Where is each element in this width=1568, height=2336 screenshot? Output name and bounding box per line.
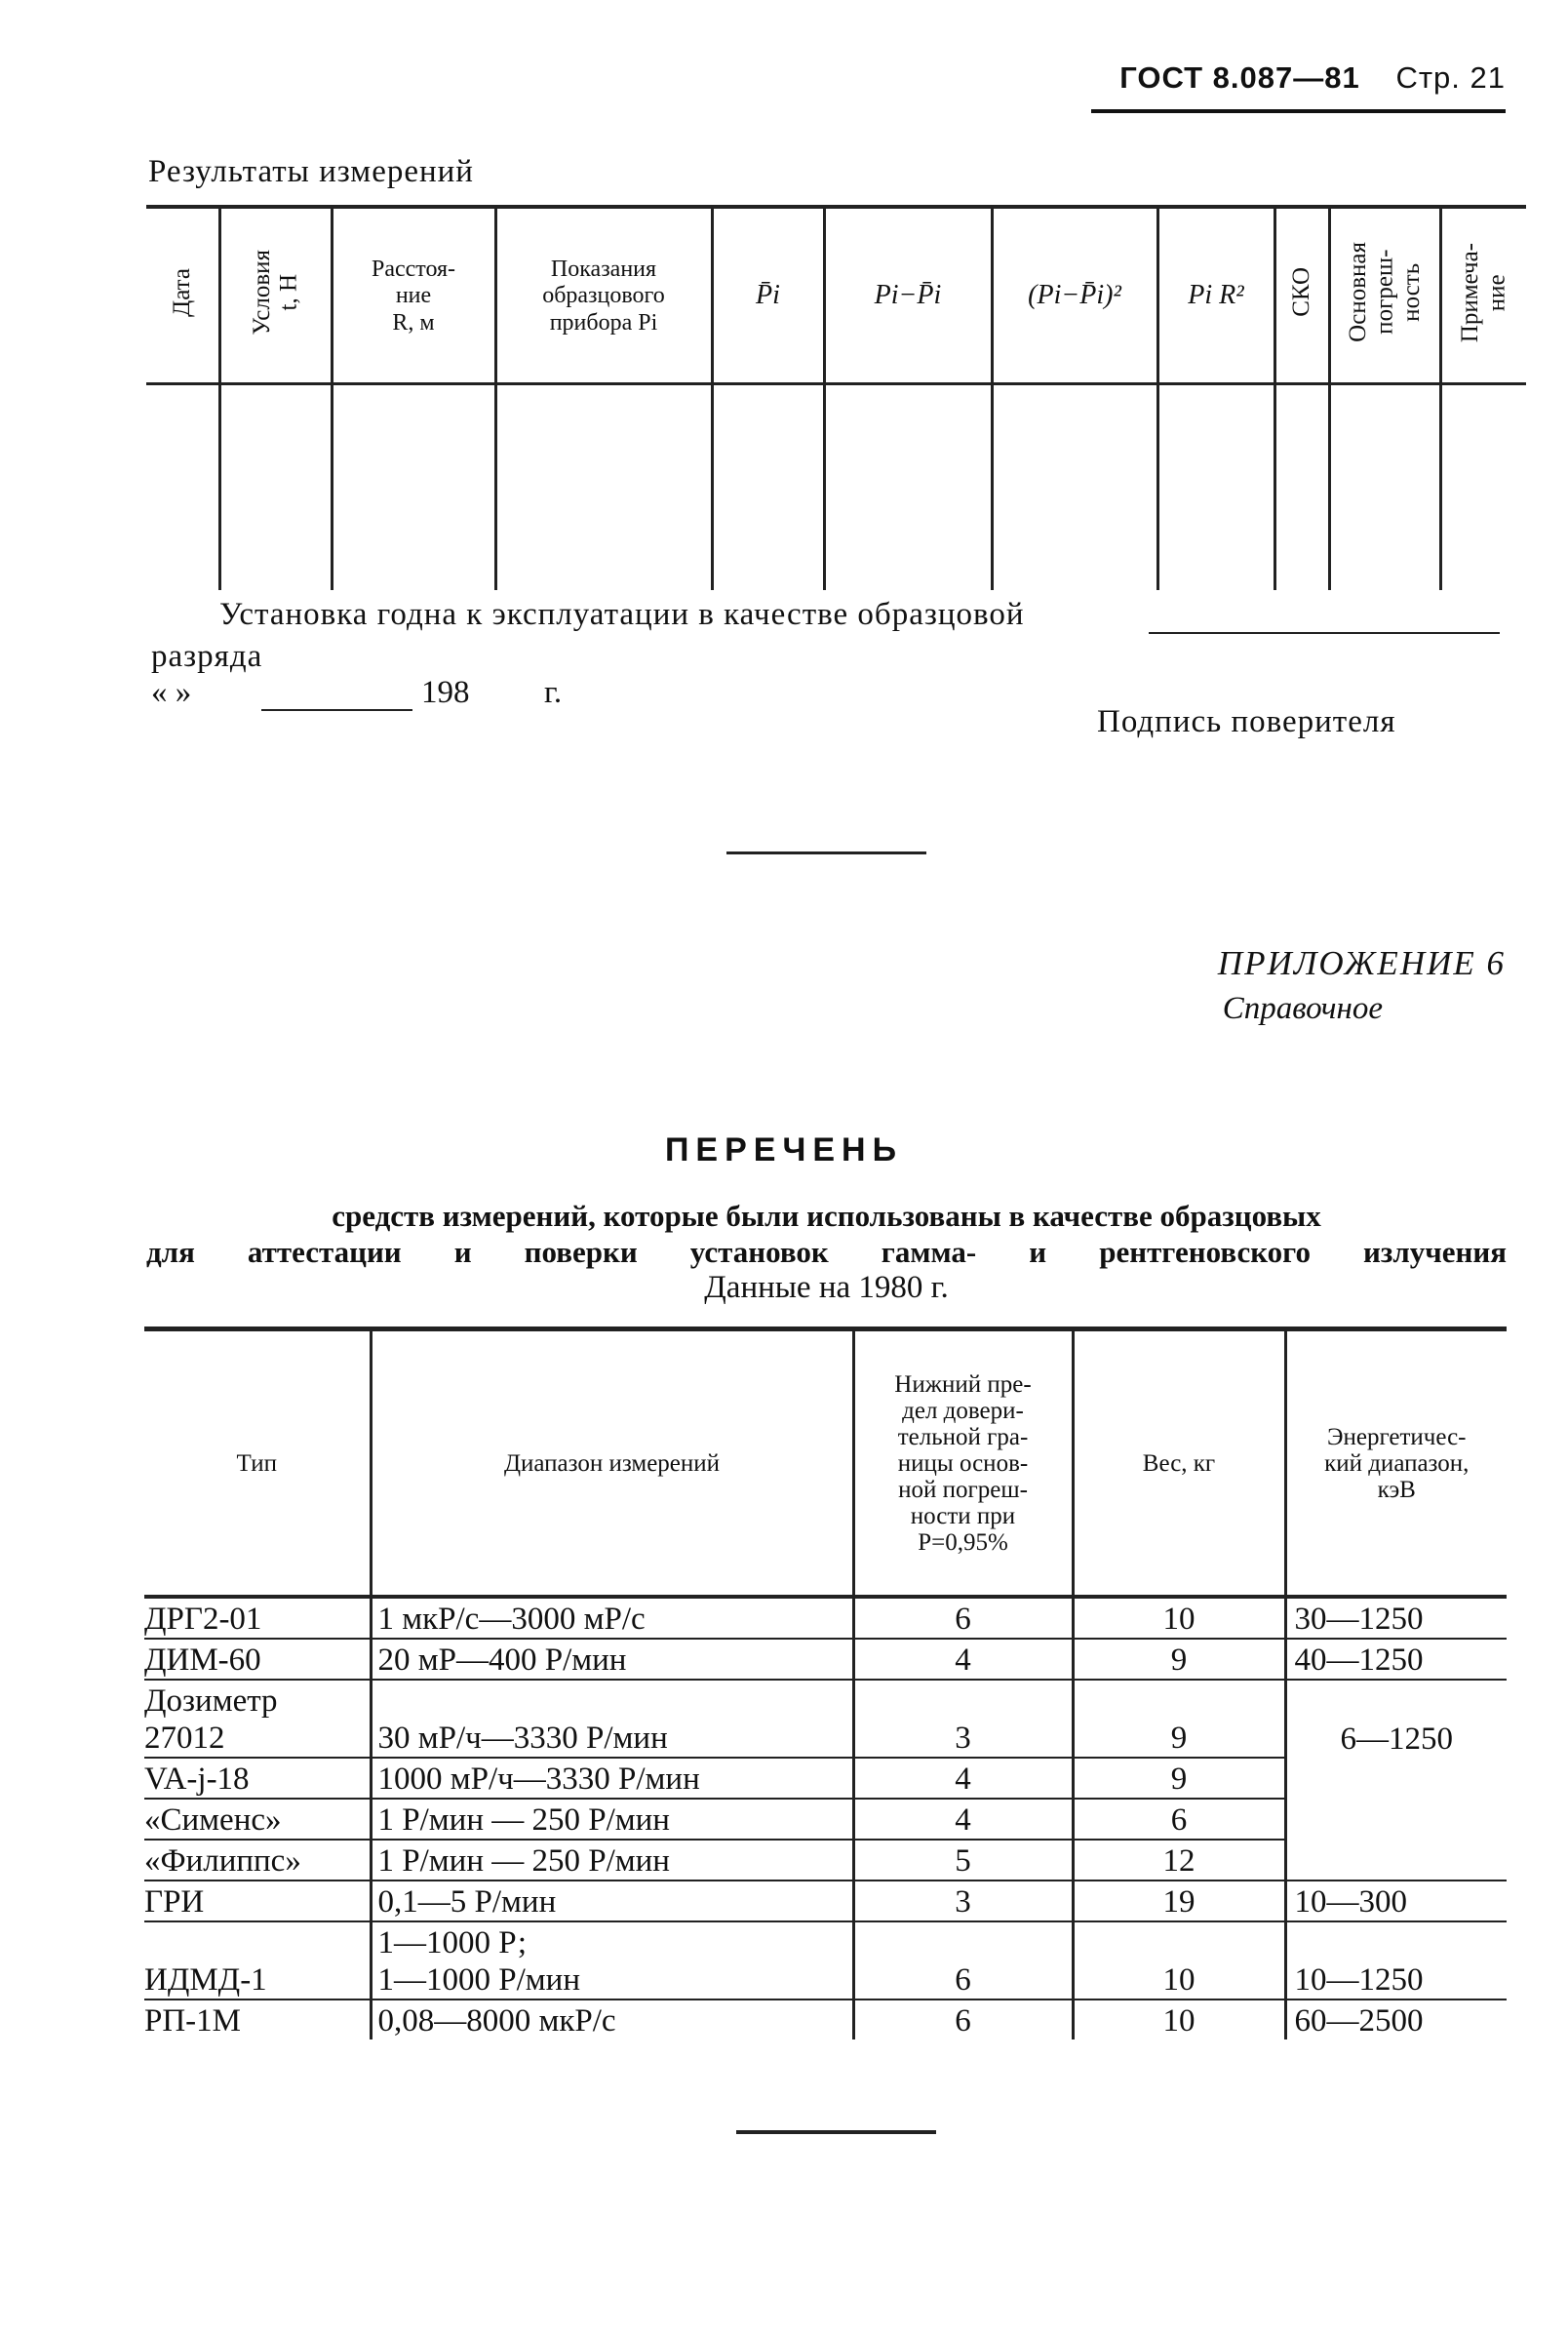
col-deviation: Pi−P̄i: [824, 207, 992, 384]
row-type: ГРИ: [144, 1881, 371, 1921]
col-sko: СКО: [1274, 207, 1329, 384]
results-empty-row: [146, 384, 1526, 591]
date-year: 198: [421, 675, 470, 710]
list-title: ПЕРЕЧЕНЬ: [664, 1131, 904, 1168]
row-range: 0,08—8000 мкР/с: [371, 1999, 853, 2039]
results-header-row: [146, 207, 1526, 384]
row-error: 5: [853, 1840, 1073, 1881]
col-mean: P̄i: [712, 207, 824, 384]
col-range: Диапазон измерений: [371, 1329, 853, 1598]
subtitle-line-2: для аттестации и поверки установок гамма- и рентгеновского излучения: [146, 1235, 1507, 1269]
row-energy: 30—1250: [1285, 1597, 1507, 1639]
table-row: [144, 1639, 1507, 1680]
table-row: [144, 1999, 1507, 2039]
row-error: 3: [853, 1881, 1073, 1921]
row-type: «Сименс»: [144, 1799, 371, 1840]
row-range: 1—1000 Р; 1—1000 Р/мин: [371, 1921, 853, 1999]
col-date: Дата: [169, 267, 195, 317]
row-type: РП-1М: [144, 2003, 242, 2039]
date-blank: [261, 709, 412, 711]
row-energy: 40—1250: [1285, 1639, 1507, 1680]
row-weight: 10: [1073, 1597, 1285, 1639]
row-weight: 12: [1073, 1840, 1285, 1881]
row-type: Дозиметр 27012: [144, 1680, 371, 1758]
col-note: Примеча- ние: [1440, 207, 1526, 384]
row-energy: 10—300: [1285, 1881, 1507, 1921]
row-energy: 60—2500: [1285, 1999, 1507, 2039]
col-squared: (Pi−P̄i)²: [992, 207, 1157, 384]
row-range: 30 мР/ч—3330 Р/мин: [371, 1680, 853, 1758]
row-type: VA-j-18: [144, 1758, 371, 1799]
row-type: «Филиппс»: [144, 1840, 371, 1881]
instruments-table: [144, 1326, 1507, 2039]
col-weight: Вес, кг: [1073, 1329, 1285, 1598]
row-range: 20 мР—400 Р/мин: [371, 1639, 853, 1680]
row-weight: 9: [1073, 1680, 1285, 1758]
row-weight: 9: [1073, 1758, 1285, 1799]
col-energy: Энергетичес- кий диапазон, кэВ: [1285, 1329, 1507, 1598]
row-weight: 19: [1073, 1881, 1285, 1921]
row-weight: 6: [1073, 1799, 1285, 1840]
results-table: [146, 205, 1526, 590]
row-energy: 6—1250: [1285, 1680, 1507, 1758]
results-title: Результаты измерений: [148, 154, 474, 189]
col-distance: Расстоя- ние R, м: [332, 207, 495, 384]
row-error: 6: [853, 1597, 1073, 1639]
row-error: 6: [853, 1921, 1073, 1999]
row-energy: [1285, 1758, 1507, 1799]
rank-label: разряда: [151, 639, 263, 674]
row-range: 1 Р/мин — 250 Р/мин: [371, 1840, 853, 1881]
page-header: [1119, 60, 1506, 96]
table-row: [144, 1881, 1507, 1921]
certification-blank: [1149, 632, 1500, 634]
row-error: 4: [853, 1799, 1073, 1840]
bottom-divider: [736, 2130, 936, 2134]
table-row: [144, 1758, 1507, 1799]
appendix-title: ПРИЛОЖЕНИЕ 6: [1217, 944, 1506, 982]
row-error: 3: [853, 1680, 1073, 1758]
col-type: Тип: [236, 1449, 277, 1477]
date-quotes: « »: [151, 675, 192, 710]
instruments-header-row: [144, 1329, 1507, 1598]
col-error: Нижний пре- дел довери- тельной гра- ницы основ- ной погреш- ности при P=0,95%: [853, 1329, 1073, 1598]
row-type: ИДМД-1: [144, 1921, 371, 1999]
row-error: 4: [853, 1758, 1073, 1799]
row-range: 1 Р/мин — 250 Р/мин: [371, 1799, 853, 1840]
row-error: 6: [853, 1999, 1073, 2039]
row-type: ДРГ2-01: [144, 1597, 371, 1639]
subtitle-line-1: средств измерений, которые были использованы в качестве образцовых: [332, 1199, 1321, 1233]
col-main-error: Основная погреш- ность: [1329, 207, 1440, 384]
table-row: [144, 1680, 1507, 1758]
col-readings: Показания образцового прибора Pi: [495, 207, 712, 384]
signature-label: Подпись поверителя: [1097, 704, 1396, 739]
page-number: Стр. 21: [1395, 60, 1506, 95]
row-range: 1000 мР/ч—3330 Р/мин: [371, 1758, 853, 1799]
row-type: ДИМ-60: [144, 1639, 371, 1680]
table-row: [144, 1799, 1507, 1840]
subtitle-line-3: Данные на 1980 г.: [704, 1270, 949, 1305]
date-suffix: г.: [544, 675, 563, 710]
row-range: 1 мкР/с—3000 мР/с: [371, 1597, 853, 1639]
table-row: [144, 1840, 1507, 1881]
col-conditions: Условия t, H: [219, 207, 332, 384]
row-range: 0,1—5 Р/мин: [371, 1881, 853, 1921]
row-weight: 10: [1073, 1921, 1285, 1999]
header-rule: [1091, 109, 1506, 113]
row-weight: 9: [1073, 1639, 1285, 1680]
col-pr2: Pi R²: [1157, 207, 1274, 384]
gost-number: ГОСТ 8.087—81: [1119, 60, 1360, 95]
appendix-subtitle: Справочное: [1222, 991, 1383, 1026]
section-divider: [726, 851, 926, 854]
certification-text: Установка годна к эксплуатации в качестве образцовой: [219, 597, 1025, 632]
row-energy: [1285, 1840, 1507, 1881]
row-energy: [1285, 1799, 1507, 1840]
list-subtitle: [146, 1198, 1507, 1306]
row-weight: 10: [1073, 1999, 1285, 2039]
table-row: [144, 1597, 1507, 1639]
table-row: [144, 1921, 1507, 1999]
row-error: 4: [853, 1639, 1073, 1680]
row-energy: 10—1250: [1285, 1921, 1507, 1999]
